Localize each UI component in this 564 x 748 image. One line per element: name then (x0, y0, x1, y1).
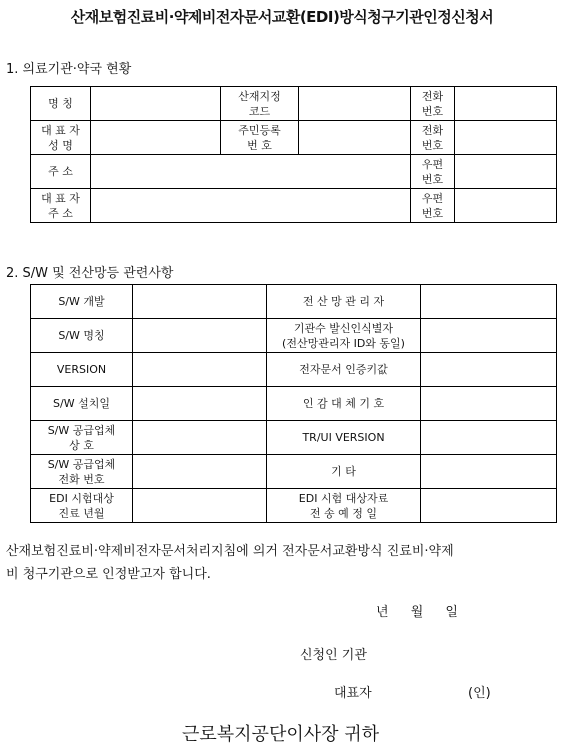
value-version[interactable] (133, 353, 267, 387)
seal-label: (인) (468, 686, 491, 701)
addressee: 근로복지공단이사장 귀하 (182, 724, 379, 745)
label-sw-name: S/W 명칭 (31, 319, 133, 353)
value-phone[interactable] (455, 87, 557, 121)
value-edi-send-date[interactable] (421, 489, 557, 523)
form-title: 산재보험진료비·약제비전자문서교환(EDI)방식청구기관인정신청서 (70, 8, 494, 26)
label-resident-no: 주민등록 번 호 (221, 121, 299, 155)
label-auth-key: 전자문서 인증키값 (267, 353, 421, 387)
value-edi-test-month[interactable] (133, 489, 267, 523)
date-line: 년 월 일 (376, 605, 458, 620)
value-rep-phone[interactable] (455, 121, 557, 155)
table-row (31, 155, 557, 189)
value-supplier-name[interactable] (133, 421, 267, 455)
table-row (31, 489, 557, 523)
representative-label: 대표자 (334, 686, 372, 701)
applicant-label: 신청인 기관 (300, 648, 367, 663)
facility-table (30, 86, 557, 223)
label-rep-address: 대 표 자 주 소 (31, 189, 91, 223)
label-sender-id: 기관수 발신인식별자 (전산망관리자 ID와 동일) (267, 319, 421, 353)
label-trui-version: TR/UI VERSION (267, 421, 421, 455)
label-sw-developer: S/W 개발 (31, 285, 133, 319)
label-name: 명 칭 (31, 87, 91, 121)
value-postal[interactable] (455, 155, 557, 189)
label-rep-phone: 전화 번호 (411, 121, 455, 155)
label-network-admin: 전 산 망 관 리 자 (267, 285, 421, 319)
label-version: VERSION (31, 353, 133, 387)
value-rep-postal[interactable] (455, 189, 557, 223)
value-sw-developer[interactable] (133, 285, 267, 319)
label-postal: 우편 번호 (411, 155, 455, 189)
section2-heading: 2. S/W 및 전산망등 관련사항 (6, 266, 174, 281)
label-rep-name: 대 표 자 성 명 (31, 121, 91, 155)
label-seal-symbol: 인 감 대 체 기 호 (267, 387, 421, 421)
value-supplier-phone[interactable] (133, 455, 267, 489)
table-row (31, 319, 557, 353)
label-other: 기 타 (267, 455, 421, 489)
table-row (31, 353, 557, 387)
label-edi-send-date: EDI 시험 대상자료 전 송 예 정 일 (267, 489, 421, 523)
table-row (31, 421, 557, 455)
label-address: 주 소 (31, 155, 91, 189)
value-address[interactable] (91, 155, 411, 189)
label-supplier-name: S/W 공급업체 상 호 (31, 421, 133, 455)
label-rep-postal: 우편 번호 (411, 189, 455, 223)
section1-heading: 1. 의료기관·약국 현황 (6, 62, 132, 77)
label-code: 산재지정 코드 (221, 87, 299, 121)
label-edi-test-month: EDI 시험대상 진료 년월 (31, 489, 133, 523)
value-rep-address[interactable] (91, 189, 411, 223)
value-network-admin[interactable] (421, 285, 557, 319)
value-sw-name[interactable] (133, 319, 267, 353)
value-resident-no[interactable] (299, 121, 411, 155)
value-seal-symbol[interactable] (421, 387, 557, 421)
table-row (31, 121, 557, 155)
value-trui-version[interactable] (421, 421, 557, 455)
value-install-date[interactable] (133, 387, 267, 421)
value-name[interactable] (91, 87, 221, 121)
label-phone: 전화 번호 (411, 87, 455, 121)
software-table (30, 284, 557, 523)
label-install-date: S/W 설치일 (31, 387, 133, 421)
table-row (31, 189, 557, 223)
declaration-line-2: 비 청구기관으로 인정받고자 합니다. (6, 567, 211, 582)
table-row (31, 285, 557, 319)
value-sender-id[interactable] (421, 319, 557, 353)
value-code[interactable] (299, 87, 411, 121)
value-other[interactable] (421, 455, 557, 489)
table-row (31, 455, 557, 489)
table-row (31, 387, 557, 421)
value-auth-key[interactable] (421, 353, 557, 387)
declaration (6, 540, 558, 586)
label-supplier-phone: S/W 공급업체 전화 번호 (31, 455, 133, 489)
table-row (31, 87, 557, 121)
declaration-line-1: 산재보험진료비·약제비전자문서처리지침에 의거 전자문서교환방식 진료비·약제 (6, 544, 454, 559)
value-rep-name[interactable] (91, 121, 221, 155)
